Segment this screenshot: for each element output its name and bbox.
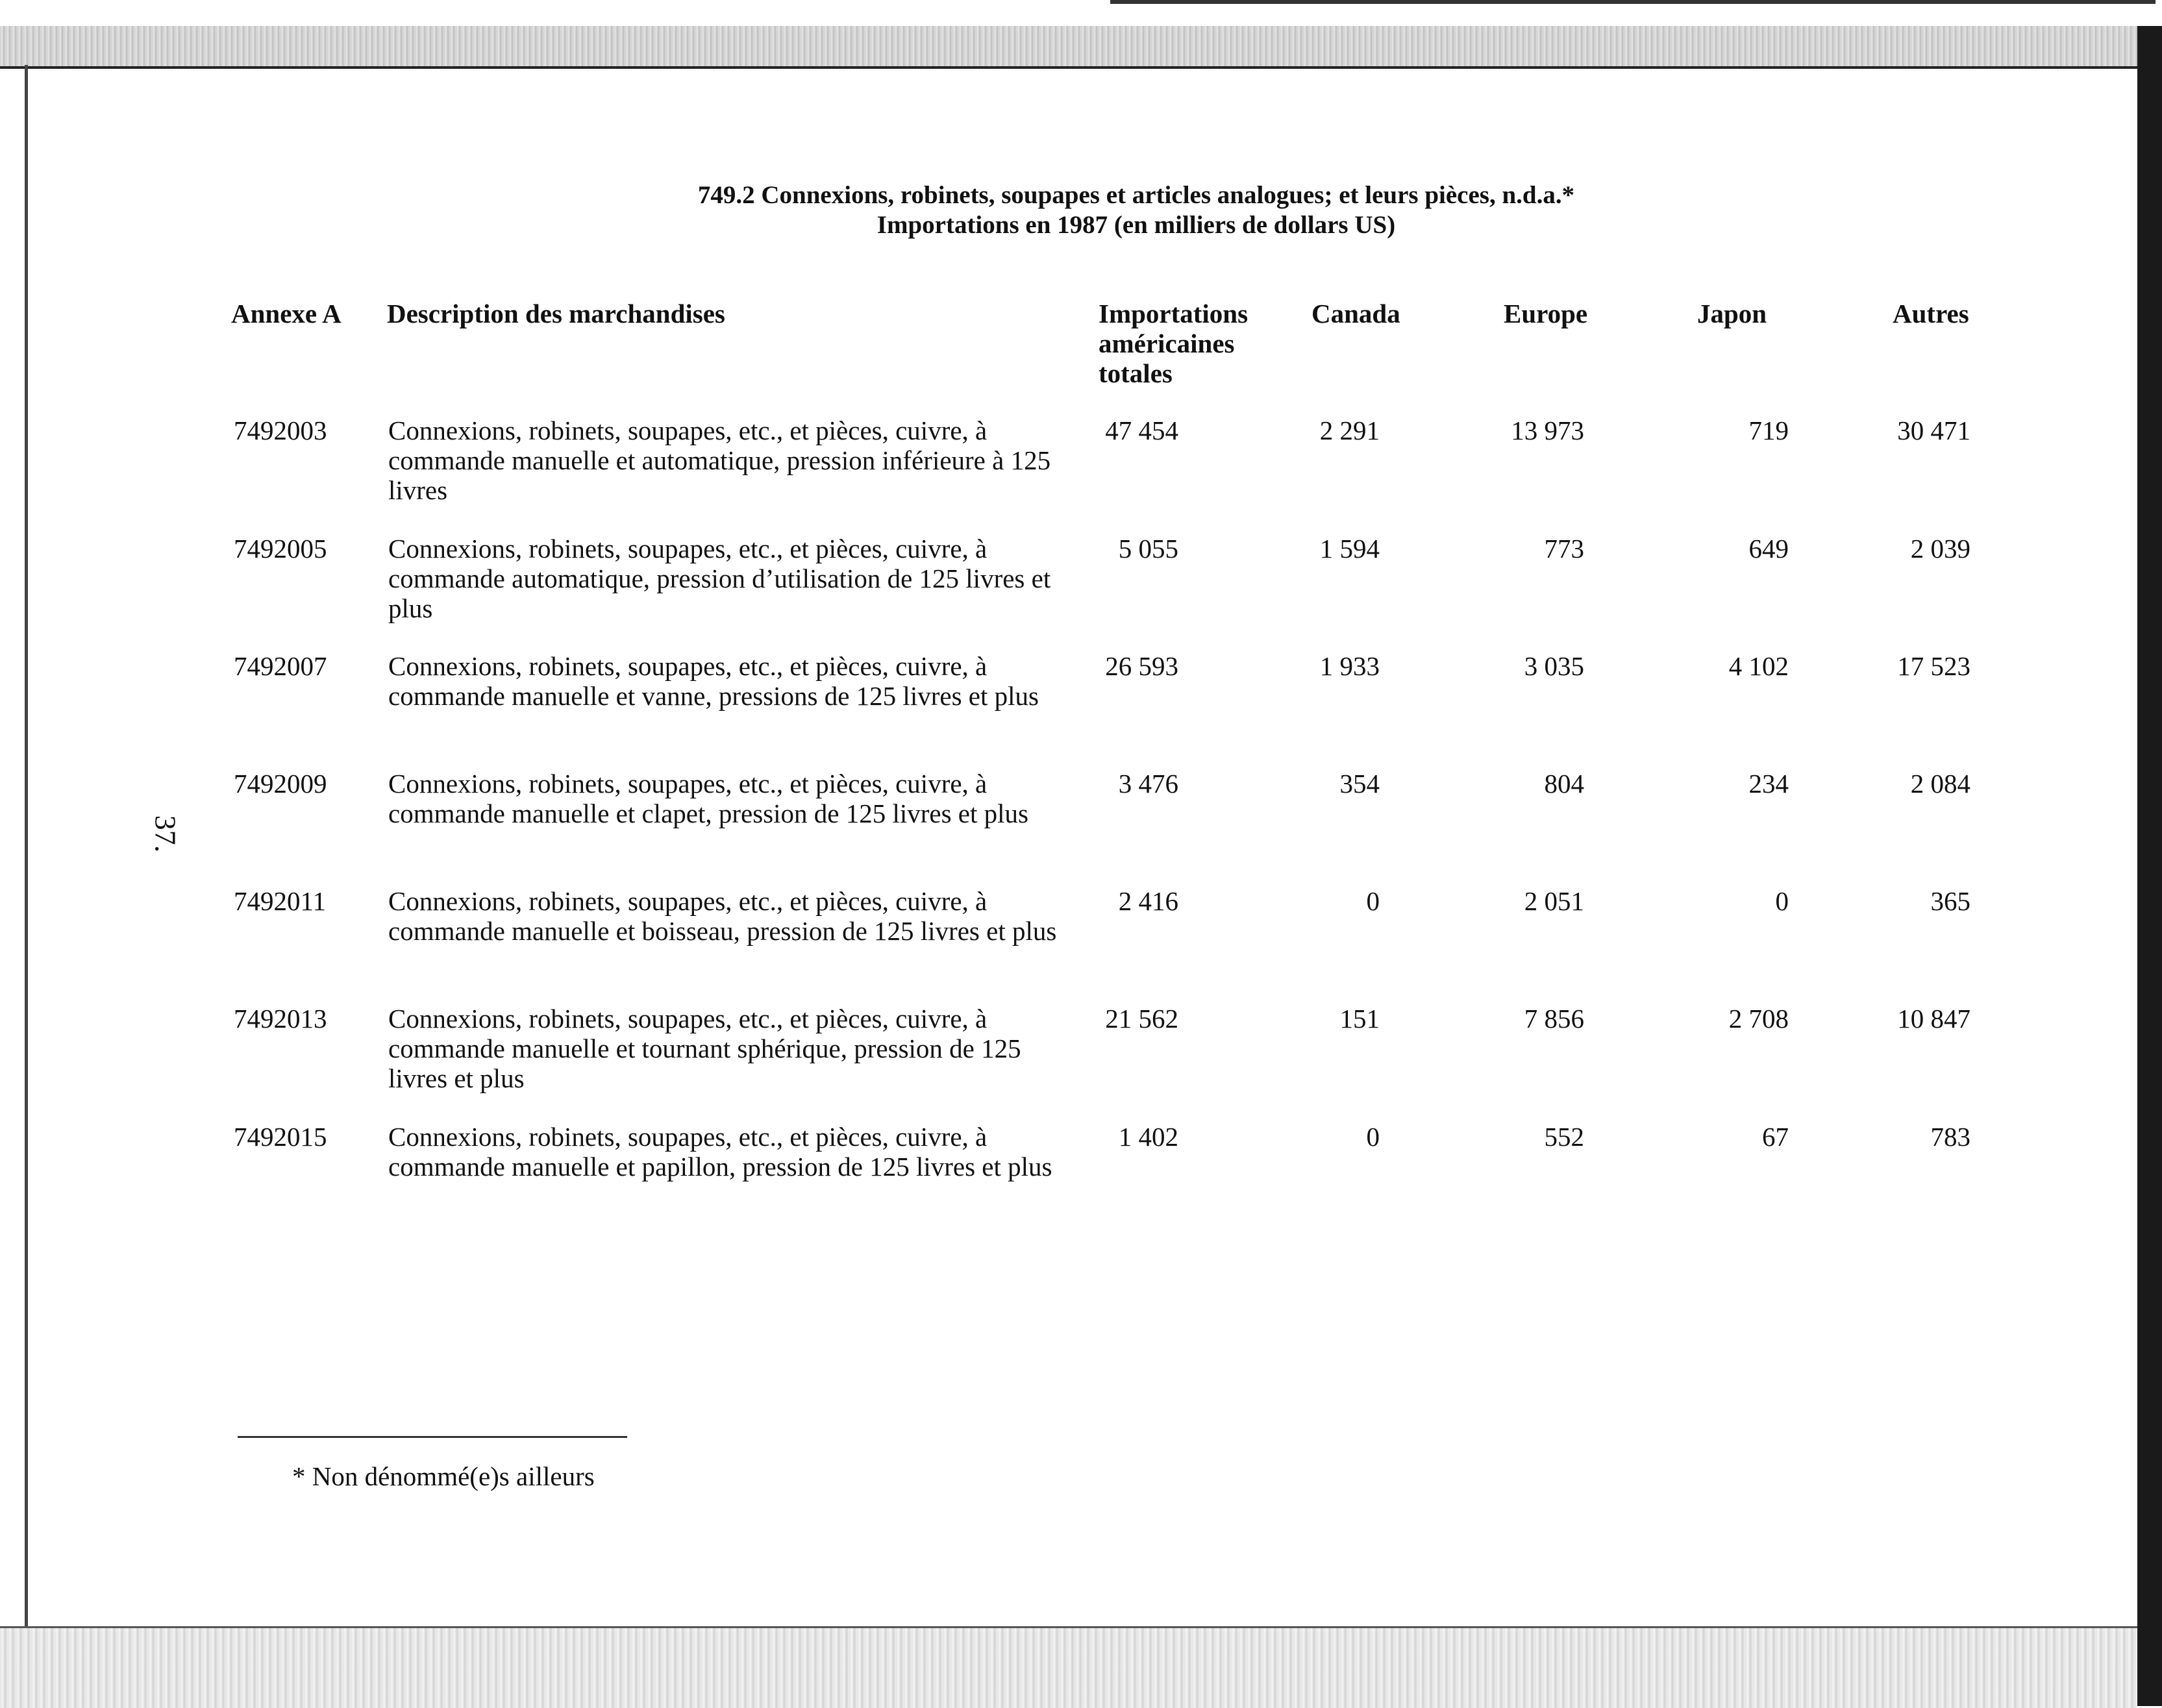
cell-europe: 804 — [1544, 769, 1584, 798]
cell-europe: 3 035 — [1524, 651, 1584, 681]
cell-europe: 552 — [1544, 1122, 1584, 1152]
header-japon: Japon — [1697, 299, 1767, 328]
cell-description: Connexions, robinets, soupapes, etc., et pièces, cuivre, à commande automatique, pression d’utilisation de 125 livres et plus — [388, 534, 1051, 623]
cell-japon: 234 — [1748, 769, 1789, 798]
cell-japon: 719 — [1748, 415, 1789, 445]
cell-japon: 67 — [1762, 1122, 1789, 1152]
scan-top-border — [0, 26, 2139, 69]
cell-total: 1 402 — [1118, 1122, 1178, 1152]
cell-description: Connexions, robinets, soupapes, etc., et pièces, cuivre, à commande manuelle et papillon, pression de 125 livres et plus — [388, 1122, 1052, 1182]
header-annexe: Annexe A — [231, 299, 342, 328]
cell-europe: 7 856 — [1524, 1004, 1584, 1033]
footnote-rule — [238, 1436, 627, 1438]
cell-code: 7492011 — [234, 886, 326, 916]
cell-autres: 783 — [1930, 1122, 1970, 1152]
scan-bottom-border — [0, 1626, 2137, 1708]
cell-autres: 2 084 — [1910, 769, 1970, 798]
table-row — [0, 1122, 2162, 1239]
header-description: Description des marchandises — [387, 299, 725, 328]
cell-total: 21 562 — [1105, 1004, 1178, 1033]
cell-europe: 2 051 — [1524, 886, 1584, 916]
cell-code: 7492013 — [234, 1004, 327, 1033]
table-row — [0, 769, 2162, 886]
document-title — [454, 180, 1818, 240]
cell-canada: 354 — [1339, 769, 1380, 798]
cell-total: 3 476 — [1118, 769, 1178, 798]
cell-canada: 0 — [1366, 1122, 1380, 1152]
cell-autres: 365 — [1930, 886, 1970, 916]
header-total: Importations américaines totales — [1099, 299, 1249, 388]
cell-autres: 2 039 — [1910, 534, 1970, 563]
cell-autres: 10 847 — [1897, 1004, 1970, 1033]
cell-autres: 17 523 — [1897, 651, 1970, 681]
cell-code: 7492007 — [234, 651, 327, 681]
cell-canada: 151 — [1339, 1004, 1380, 1033]
table-row — [0, 534, 2162, 651]
page-number: 37. — [149, 815, 182, 853]
cell-code: 7492005 — [234, 534, 327, 563]
cell-description: Connexions, robinets, soupapes, etc., et pièces, cuivre, à commande manuelle et vanne, pressions de 125 livres et plus — [388, 651, 1039, 711]
cell-total: 26 593 — [1105, 651, 1178, 681]
cell-total: 2 416 — [1118, 886, 1178, 916]
cell-japon: 2 708 — [1728, 1004, 1789, 1033]
title-line-2: Importations en 1987 (en milliers de dollars US) — [876, 211, 1396, 239]
cell-canada: 1 933 — [1319, 651, 1380, 681]
cell-japon: 649 — [1748, 534, 1789, 563]
cell-code: 7492009 — [234, 769, 327, 798]
header-europe: Europe — [1504, 299, 1588, 328]
cell-japon: 0 — [1775, 886, 1789, 916]
footnote: * Non dénommé(e)s ailleurs — [292, 1461, 595, 1491]
cell-canada: 0 — [1366, 886, 1380, 916]
header-autres: Autres — [1893, 299, 1969, 328]
table-row — [0, 886, 2162, 1004]
cell-total: 47 454 — [1105, 415, 1178, 445]
cell-japon: 4 102 — [1728, 651, 1789, 681]
scan-top-edge — [1110, 0, 2156, 4]
cell-code: 7492015 — [234, 1122, 327, 1152]
cell-canada: 1 594 — [1319, 534, 1380, 563]
title-line-1: 749.2 Connexions, robinets, soupapes et articles analogues; et leurs pièces, n.d.a.* — [697, 181, 1575, 209]
cell-description: Connexions, robinets, soupapes, etc., et pièces, cuivre, à commande manuelle et tournant sphérique, pression de 125 livres et plus — [388, 1004, 1021, 1093]
cell-description: Connexions, robinets, soupapes, etc., et pièces, cuivre, à commande manuelle et boisseau, pression de 125 livres et plus — [388, 886, 1057, 946]
cell-description: Connexions, robinets, soupapes, etc., et pièces, cuivre, à commande manuelle et clapet, pression de 125 livres et plus — [388, 769, 1028, 828]
cell-europe: 773 — [1544, 534, 1584, 563]
header-canada: Canada — [1311, 299, 1400, 328]
cell-code: 7492003 — [234, 415, 327, 445]
cell-description: Connexions, robinets, soupapes, etc., et pièces, cuivre, à commande manuelle et automatique, pression inférieure à 125 livres — [388, 415, 1051, 505]
cell-europe: 13 973 — [1511, 415, 1584, 445]
table-row — [0, 1004, 2162, 1121]
cell-autres: 30 471 — [1897, 415, 1970, 445]
table-row — [0, 651, 2162, 769]
cell-canada: 2 291 — [1319, 415, 1380, 445]
table-row — [0, 415, 2162, 533]
cell-total: 5 055 — [1118, 534, 1178, 563]
